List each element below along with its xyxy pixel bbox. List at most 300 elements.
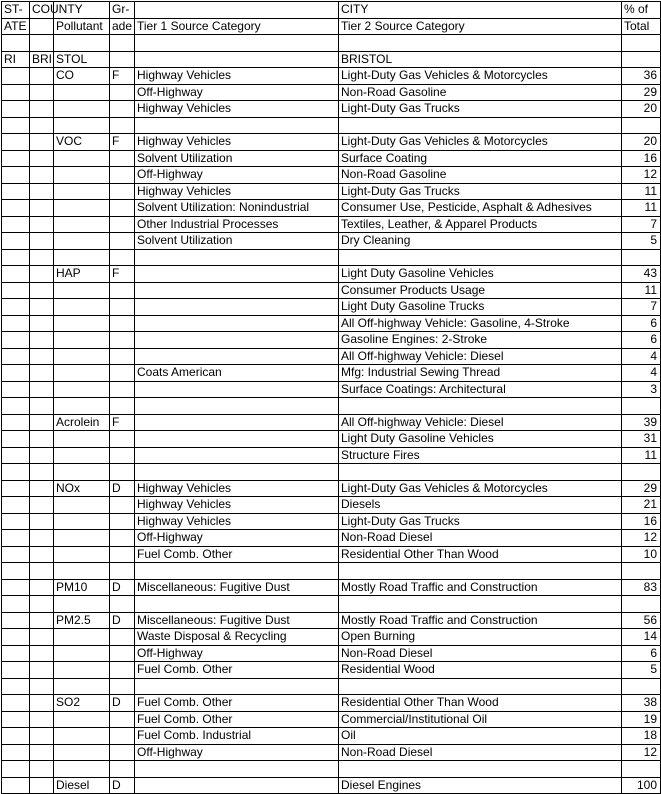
cell-county bbox=[30, 645, 54, 662]
cell-pollutant: Pollutant bbox=[54, 18, 110, 35]
cell-tier2-source bbox=[339, 398, 622, 415]
table-row bbox=[2, 183, 661, 200]
cell-state bbox=[2, 216, 30, 233]
cell-grade bbox=[110, 447, 135, 464]
cell-tier2-source bbox=[339, 596, 622, 613]
cell-tier2-source: Tier 2 Source Category bbox=[339, 18, 622, 35]
cell-percent-total: 39 bbox=[622, 414, 661, 431]
cell-state bbox=[2, 645, 30, 662]
cell-tier1-source: Fuel Comb. Other bbox=[135, 546, 339, 563]
cell-state bbox=[2, 612, 30, 629]
cell-state bbox=[2, 513, 30, 530]
cell-state bbox=[2, 744, 30, 761]
cell-grade: D bbox=[110, 579, 135, 596]
cell-pollutant bbox=[54, 101, 110, 118]
cell-county bbox=[30, 150, 54, 167]
cell-pollutant bbox=[54, 183, 110, 200]
cell-percent-total: 20 bbox=[622, 134, 661, 151]
cell-county bbox=[30, 711, 54, 728]
cell-tier1-source: Solvent Utilization bbox=[135, 233, 339, 250]
cell-tier1-source bbox=[135, 2, 339, 19]
table-row bbox=[2, 84, 661, 101]
cell-pollutant bbox=[54, 678, 110, 695]
cell-grade bbox=[110, 348, 135, 365]
cell-tier1-source: Waste Disposal & Recycling bbox=[135, 629, 339, 646]
cell-grade: ade bbox=[110, 18, 135, 35]
cell-pollutant: Acrolein bbox=[54, 414, 110, 431]
table-row bbox=[2, 629, 661, 646]
cell-tier1-source: Off-Highway bbox=[135, 645, 339, 662]
cell-state bbox=[2, 381, 30, 398]
cell-grade bbox=[110, 431, 135, 448]
cell-grade: F bbox=[110, 68, 135, 85]
cell-tier1-source bbox=[135, 464, 339, 481]
table-row bbox=[2, 447, 661, 464]
table-row bbox=[2, 711, 661, 728]
cell-county: COUNTY bbox=[30, 2, 54, 19]
cell-percent-total: 12 bbox=[622, 744, 661, 761]
table-row bbox=[2, 233, 661, 250]
cell-tier1-source bbox=[135, 414, 339, 431]
cell-state bbox=[2, 183, 30, 200]
cell-grade bbox=[110, 711, 135, 728]
cell-percent-total bbox=[622, 563, 661, 580]
cell-tier1-source: Highway Vehicles bbox=[135, 480, 339, 497]
cell-tier2-source: Light-Duty Gas Trucks bbox=[339, 101, 622, 118]
cell-tier2-source: Diesel Engines bbox=[339, 777, 622, 794]
cell-pollutant bbox=[54, 35, 110, 52]
cell-state bbox=[2, 530, 30, 547]
cell-percent-total: 31 bbox=[622, 431, 661, 448]
cell-pollutant: Diesel bbox=[54, 777, 110, 794]
cell-grade bbox=[110, 167, 135, 184]
cell-county bbox=[30, 233, 54, 250]
cell-percent-total: 6 bbox=[622, 332, 661, 349]
cell-tier2-source: Dry Cleaning bbox=[339, 233, 622, 250]
cell-percent-total bbox=[622, 596, 661, 613]
cell-percent-total bbox=[622, 51, 661, 68]
cell-state bbox=[2, 414, 30, 431]
cell-percent-total bbox=[622, 249, 661, 266]
cell-grade bbox=[110, 761, 135, 778]
cell-tier2-source: All Off-highway Vehicle: Diesel bbox=[339, 414, 622, 431]
cell-grade bbox=[110, 629, 135, 646]
cell-state bbox=[2, 200, 30, 217]
table-row bbox=[2, 464, 661, 481]
table-row bbox=[2, 200, 661, 217]
cell-grade: D bbox=[110, 777, 135, 794]
cell-county bbox=[30, 480, 54, 497]
cell-state bbox=[2, 431, 30, 448]
cell-county bbox=[30, 266, 54, 283]
cell-county bbox=[30, 117, 54, 134]
cell-state bbox=[2, 84, 30, 101]
cell-county bbox=[30, 398, 54, 415]
cell-county bbox=[30, 629, 54, 646]
cell-county bbox=[30, 200, 54, 217]
cell-tier1-source: Solvent Utilization bbox=[135, 150, 339, 167]
cell-percent-total bbox=[622, 761, 661, 778]
cell-percent-total: Total bbox=[622, 18, 661, 35]
table-row bbox=[2, 35, 661, 52]
cell-pollutant bbox=[54, 728, 110, 745]
cell-tier1-source bbox=[135, 348, 339, 365]
cell-tier1-source: Highway Vehicles bbox=[135, 183, 339, 200]
cell-grade bbox=[110, 249, 135, 266]
cell-grade: D bbox=[110, 695, 135, 712]
cell-state bbox=[2, 497, 30, 514]
cell-percent-total: 16 bbox=[622, 150, 661, 167]
table-row bbox=[2, 381, 661, 398]
table-row bbox=[2, 431, 661, 448]
cell-grade bbox=[110, 117, 135, 134]
cell-tier2-source: Residential Other Than Wood bbox=[339, 695, 622, 712]
cell-grade bbox=[110, 398, 135, 415]
cell-tier2-source: Light-Duty Gas Trucks bbox=[339, 183, 622, 200]
cell-percent-total: 12 bbox=[622, 167, 661, 184]
cell-percent-total: 100 bbox=[622, 777, 661, 794]
cell-state bbox=[2, 563, 30, 580]
cell-percent-total: 56 bbox=[622, 612, 661, 629]
cell-pollutant bbox=[54, 530, 110, 547]
cell-tier2-source: Consumer Use, Pesticide, Asphalt & Adhesives bbox=[339, 200, 622, 217]
cell-tier1-source bbox=[135, 398, 339, 415]
cell-state bbox=[2, 266, 30, 283]
cell-county bbox=[30, 563, 54, 580]
cell-state bbox=[2, 398, 30, 415]
cell-pollutant bbox=[54, 282, 110, 299]
cell-state bbox=[2, 480, 30, 497]
table-row bbox=[2, 480, 661, 497]
table-row bbox=[2, 546, 661, 563]
cell-county bbox=[30, 249, 54, 266]
cell-percent-total: 6 bbox=[622, 645, 661, 662]
header-row bbox=[2, 18, 661, 35]
cell-percent-total: 7 bbox=[622, 216, 661, 233]
cell-tier2-source: Non-Road Diesel bbox=[339, 645, 622, 662]
cell-pollutant bbox=[54, 299, 110, 316]
cell-state bbox=[2, 761, 30, 778]
cell-grade bbox=[110, 530, 135, 547]
cell-tier2-source bbox=[339, 563, 622, 580]
cell-tier2-source: Oil bbox=[339, 728, 622, 745]
cell-tier2-source: Light-Duty Gas Trucks bbox=[339, 513, 622, 530]
cell-tier1-source: Highway Vehicles bbox=[135, 101, 339, 118]
cell-tier1-source: Highway Vehicles bbox=[135, 497, 339, 514]
cell-percent-total: 5 bbox=[622, 233, 661, 250]
cell-state: RI bbox=[2, 51, 30, 68]
cell-pollutant bbox=[54, 662, 110, 679]
cell-state bbox=[2, 365, 30, 382]
cell-state bbox=[2, 711, 30, 728]
table-row bbox=[2, 282, 661, 299]
cell-state: ATE bbox=[2, 18, 30, 35]
cell-county bbox=[30, 68, 54, 85]
table-row bbox=[2, 744, 661, 761]
cell-county bbox=[30, 101, 54, 118]
cell-county bbox=[30, 596, 54, 613]
cell-state bbox=[2, 596, 30, 613]
cell-pollutant bbox=[54, 513, 110, 530]
cell-county bbox=[30, 612, 54, 629]
cell-pollutant: CO bbox=[54, 68, 110, 85]
cell-county bbox=[30, 84, 54, 101]
table-row bbox=[2, 68, 661, 85]
cell-grade bbox=[110, 464, 135, 481]
cell-pollutant bbox=[54, 629, 110, 646]
cell-tier2-source bbox=[339, 249, 622, 266]
cell-grade bbox=[110, 678, 135, 695]
cell-tier2-source: CITY bbox=[339, 2, 622, 19]
cell-county bbox=[30, 315, 54, 332]
cell-percent-total bbox=[622, 678, 661, 695]
cell-tier2-source: BRISTOL bbox=[339, 51, 622, 68]
cell-percent-total: 4 bbox=[622, 348, 661, 365]
cell-grade bbox=[110, 497, 135, 514]
cell-county bbox=[30, 662, 54, 679]
table-row bbox=[2, 513, 661, 530]
cell-grade bbox=[110, 728, 135, 745]
cell-tier1-source: Fuel Comb. Other bbox=[135, 662, 339, 679]
cell-tier1-source: Highway Vehicles bbox=[135, 513, 339, 530]
cell-pollutant bbox=[54, 497, 110, 514]
cell-tier1-source: Highway Vehicles bbox=[135, 68, 339, 85]
table-row bbox=[2, 117, 661, 134]
cell-pollutant bbox=[54, 744, 110, 761]
cell-grade bbox=[110, 183, 135, 200]
cell-pollutant bbox=[54, 645, 110, 662]
table-row bbox=[2, 167, 661, 184]
cell-state bbox=[2, 777, 30, 794]
cell-state bbox=[2, 233, 30, 250]
cell-tier2-source bbox=[339, 464, 622, 481]
cell-state bbox=[2, 134, 30, 151]
cell-county bbox=[30, 777, 54, 794]
cell-tier2-source: Non-Road Gasoline bbox=[339, 84, 622, 101]
cell-county bbox=[30, 348, 54, 365]
cell-county bbox=[30, 167, 54, 184]
cell-grade bbox=[110, 35, 135, 52]
cell-pollutant bbox=[54, 249, 110, 266]
cell-percent-total bbox=[622, 464, 661, 481]
cell-tier1-source bbox=[135, 266, 339, 283]
cell-tier2-source: Light-Duty Gas Vehicles & Motorcycles bbox=[339, 68, 622, 85]
cell-percent-total: 83 bbox=[622, 579, 661, 596]
cell-percent-total: 11 bbox=[622, 282, 661, 299]
cell-tier2-source: Light-Duty Gas Vehicles & Motorcycles bbox=[339, 134, 622, 151]
cell-percent-total: 29 bbox=[622, 84, 661, 101]
cell-percent-total: 5 bbox=[622, 662, 661, 679]
cell-grade bbox=[110, 200, 135, 217]
cell-tier2-source: Non-Road Diesel bbox=[339, 530, 622, 547]
cell-county bbox=[30, 282, 54, 299]
cell-grade bbox=[110, 744, 135, 761]
cell-percent-total: 19 bbox=[622, 711, 661, 728]
cell-grade bbox=[110, 662, 135, 679]
cell-county bbox=[30, 728, 54, 745]
cell-pollutant bbox=[54, 332, 110, 349]
cell-tier2-source bbox=[339, 117, 622, 134]
table-row bbox=[2, 579, 661, 596]
cell-pollutant: NOx bbox=[54, 480, 110, 497]
cell-pollutant: PM10 bbox=[54, 579, 110, 596]
cell-pollutant bbox=[54, 117, 110, 134]
cell-percent-total: 3 bbox=[622, 381, 661, 398]
cell-tier2-source: Residential Other Than Wood bbox=[339, 546, 622, 563]
cell-state bbox=[2, 35, 30, 52]
cell-grade: F bbox=[110, 414, 135, 431]
table-row bbox=[2, 216, 661, 233]
cell-state bbox=[2, 101, 30, 118]
table-row bbox=[2, 414, 661, 431]
cell-county bbox=[30, 530, 54, 547]
cell-county bbox=[30, 365, 54, 382]
cell-grade bbox=[110, 546, 135, 563]
header-row bbox=[2, 2, 661, 19]
cell-grade bbox=[110, 282, 135, 299]
cell-percent-total: 7 bbox=[622, 299, 661, 316]
table-row bbox=[2, 266, 661, 283]
cell-state bbox=[2, 332, 30, 349]
cell-pollutant bbox=[54, 381, 110, 398]
cell-grade bbox=[110, 596, 135, 613]
cell-state bbox=[2, 282, 30, 299]
cell-tier2-source: Gasoline Engines: 2-Stroke bbox=[339, 332, 622, 349]
table-row bbox=[2, 348, 661, 365]
cell-county bbox=[30, 35, 54, 52]
table-row bbox=[2, 249, 661, 266]
cell-tier2-source: Light-Duty Gas Vehicles & Motorcycles bbox=[339, 480, 622, 497]
table-row bbox=[2, 612, 661, 629]
cell-tier1-source bbox=[135, 249, 339, 266]
table-row bbox=[2, 315, 661, 332]
cell-tier1-source bbox=[135, 332, 339, 349]
cell-tier1-source: Coats American bbox=[135, 365, 339, 382]
cell-tier1-source bbox=[135, 563, 339, 580]
cell-state bbox=[2, 546, 30, 563]
cell-grade bbox=[110, 381, 135, 398]
cell-percent-total: 29 bbox=[622, 480, 661, 497]
cell-state bbox=[2, 150, 30, 167]
cell-percent-total bbox=[622, 398, 661, 415]
cell-tier1-source: Tier 1 Source Category bbox=[135, 18, 339, 35]
table-row bbox=[2, 678, 661, 695]
cell-percent-total: 21 bbox=[622, 497, 661, 514]
cell-tier1-source bbox=[135, 51, 339, 68]
cell-county bbox=[30, 546, 54, 563]
cell-state bbox=[2, 447, 30, 464]
cell-county bbox=[30, 183, 54, 200]
cell-grade bbox=[110, 84, 135, 101]
cell-county bbox=[30, 464, 54, 481]
cell-pollutant bbox=[54, 233, 110, 250]
cell-percent-total: 43 bbox=[622, 266, 661, 283]
cell-grade bbox=[110, 645, 135, 662]
cell-pollutant bbox=[54, 563, 110, 580]
cell-pollutant bbox=[54, 348, 110, 365]
cell-grade bbox=[110, 365, 135, 382]
cell-state bbox=[2, 464, 30, 481]
cell-tier2-source: Open Burning bbox=[339, 629, 622, 646]
table-row bbox=[2, 101, 661, 118]
cell-state bbox=[2, 117, 30, 134]
cell-grade bbox=[110, 216, 135, 233]
cell-grade bbox=[110, 150, 135, 167]
cell-grade bbox=[110, 233, 135, 250]
cell-percent-total: 4 bbox=[622, 365, 661, 382]
cell-tier1-source: Miscellaneous: Fugitive Dust bbox=[135, 579, 339, 596]
table-row bbox=[2, 761, 661, 778]
cell-pollutant bbox=[54, 398, 110, 415]
cell-county bbox=[30, 497, 54, 514]
cell-pollutant: SO2 bbox=[54, 695, 110, 712]
cell-grade: F bbox=[110, 134, 135, 151]
cell-tier1-source: Off-Highway bbox=[135, 744, 339, 761]
cell-state bbox=[2, 728, 30, 745]
cell-tier2-source: Diesels bbox=[339, 497, 622, 514]
cell-pollutant bbox=[54, 546, 110, 563]
cell-percent-total: 14 bbox=[622, 629, 661, 646]
cell-tier1-source: Other Industrial Processes bbox=[135, 216, 339, 233]
cell-percent-total: 10 bbox=[622, 546, 661, 563]
cell-county bbox=[30, 18, 54, 35]
cell-county bbox=[30, 695, 54, 712]
table-row bbox=[2, 728, 661, 745]
cell-state bbox=[2, 167, 30, 184]
cell-tier1-source: Off-Highway bbox=[135, 530, 339, 547]
cell-percent-total bbox=[622, 35, 661, 52]
cell-tier2-source: Light Duty Gasoline Vehicles bbox=[339, 266, 622, 283]
cell-tier2-source: Mfg: Industrial Sewing Thread bbox=[339, 365, 622, 382]
table-row bbox=[2, 645, 661, 662]
cell-pollutant: VOC bbox=[54, 134, 110, 151]
cell-state bbox=[2, 299, 30, 316]
table-row bbox=[2, 365, 661, 382]
cell-tier1-source: Miscellaneous: Fugitive Dust bbox=[135, 612, 339, 629]
cell-percent-total: 20 bbox=[622, 101, 661, 118]
cell-pollutant: STOL bbox=[54, 51, 110, 68]
cell-tier2-source: Surface Coating bbox=[339, 150, 622, 167]
cell-tier1-source: Solvent Utilization: Nonindustrial bbox=[135, 200, 339, 217]
cell-tier1-source bbox=[135, 761, 339, 778]
cell-grade bbox=[110, 332, 135, 349]
cell-state bbox=[2, 348, 30, 365]
cell-tier2-source bbox=[339, 35, 622, 52]
cell-tier1-source: Highway Vehicles bbox=[135, 134, 339, 151]
cell-percent-total: 12 bbox=[622, 530, 661, 547]
cell-county bbox=[30, 134, 54, 151]
cell-pollutant bbox=[54, 464, 110, 481]
cell-county bbox=[30, 381, 54, 398]
cell-grade: D bbox=[110, 480, 135, 497]
table-row bbox=[2, 777, 661, 794]
cell-pollutant bbox=[54, 150, 110, 167]
cell-tier1-source: Off-Highway bbox=[135, 84, 339, 101]
cell-grade: D bbox=[110, 612, 135, 629]
cell-county bbox=[30, 332, 54, 349]
cell-tier2-source: Mostly Road Traffic and Construction bbox=[339, 612, 622, 629]
table-row bbox=[2, 563, 661, 580]
cell-state: ST- bbox=[2, 2, 30, 19]
cell-county bbox=[30, 513, 54, 530]
table-row bbox=[2, 51, 661, 68]
table-row bbox=[2, 497, 661, 514]
cell-tier2-source: Non-Road Gasoline bbox=[339, 167, 622, 184]
cell-tier1-source bbox=[135, 282, 339, 299]
cell-tier1-source: Fuel Comb. Other bbox=[135, 711, 339, 728]
cell-percent-total: 11 bbox=[622, 200, 661, 217]
cell-state bbox=[2, 629, 30, 646]
